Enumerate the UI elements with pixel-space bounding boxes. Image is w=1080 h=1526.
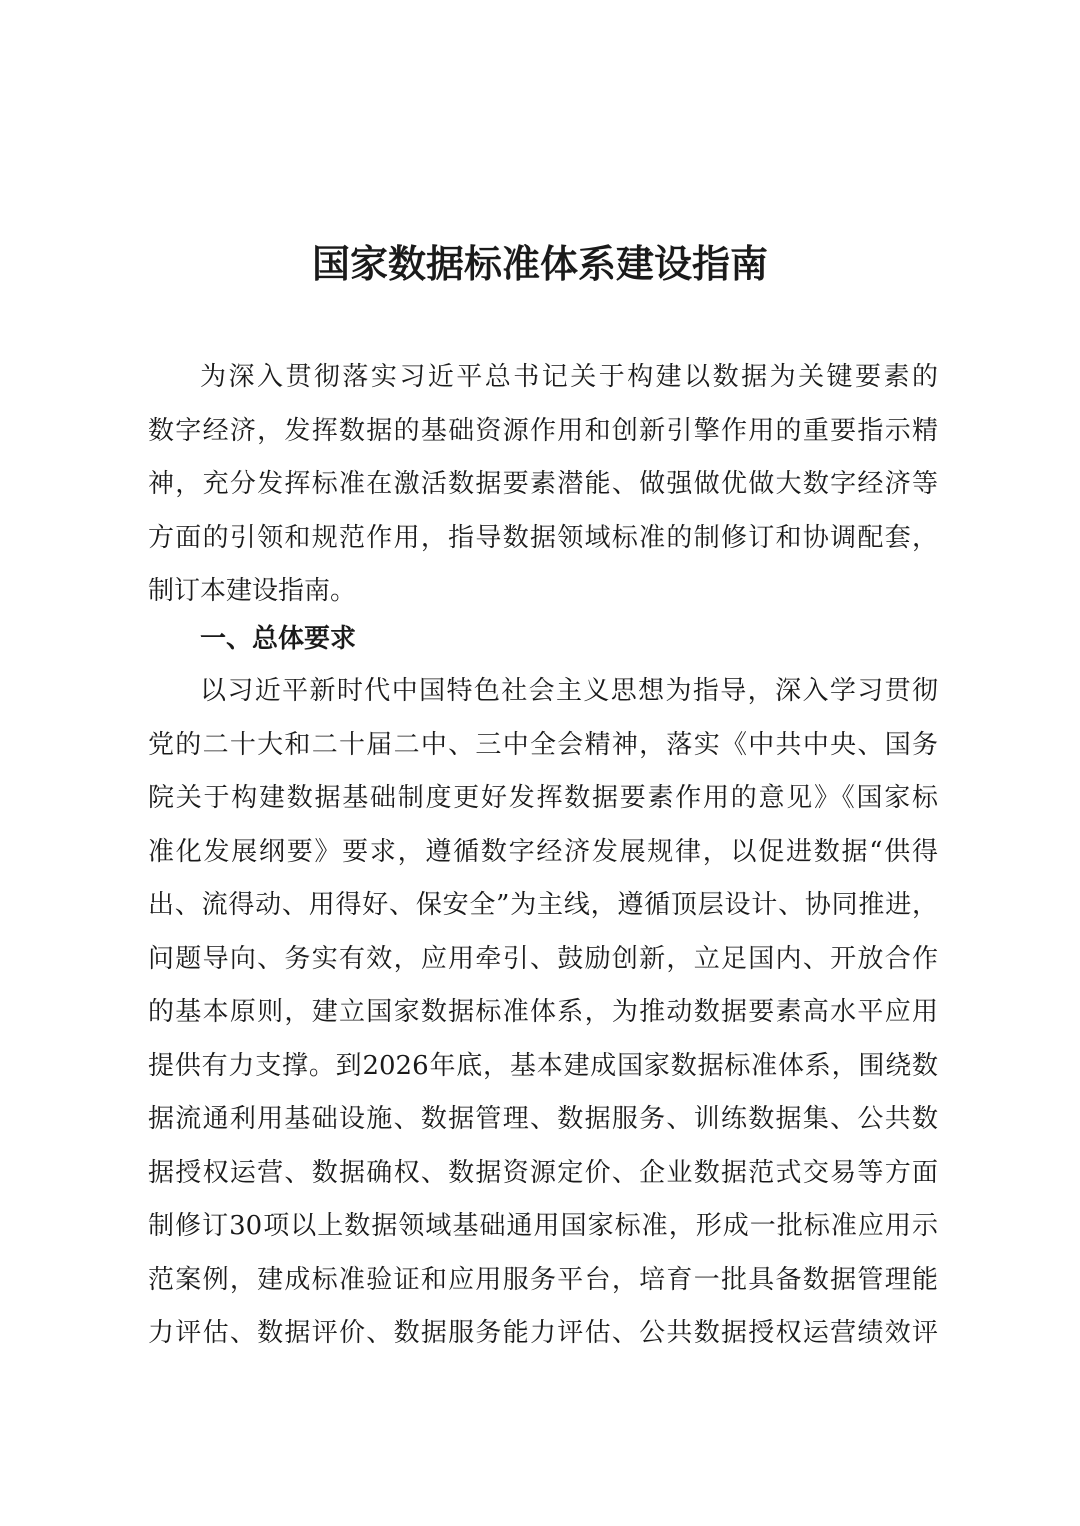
- paragraph-line: 院关于构建数据基础制度更好发挥数据要素作用的意见》《国家标: [148, 783, 938, 813]
- paragraph-line: 范案例，建成标准验证和应用服务平台，培育一批具备数据管理能: [148, 1264, 938, 1295]
- paragraph-line: 神，充分发挥标准在激活数据要素潜能、做强做优做大数字经济等: [148, 469, 938, 499]
- paragraph-line: 以习近平新时代中国特色社会主义思想为指导，深入学习贯彻: [200, 676, 938, 706]
- paragraph-line: 数字经济，发挥数据的基础资源作用和创新引擎作用的重要指示精: [148, 415, 938, 446]
- paragraph-line: 据流通利用基础设施、数据管理、数据服务、训练数据集、公共数: [148, 1104, 938, 1134]
- paragraph-line: 为深入贯彻落实习近平总书记关于构建以数据为关键要素的: [200, 362, 938, 392]
- paragraph-line: 据授权运营、数据确权、数据资源定价、企业数据范式交易等方面: [148, 1157, 938, 1188]
- paragraph-line: 制修订30项以上数据领域基础通用国家标准，形成一批标准应用示: [148, 1211, 938, 1241]
- section-heading: 一、总体要求: [200, 624, 357, 654]
- paragraph-line: 党的二十大和二十届二中、三中全会精神，落实《中共中央、国务: [148, 729, 938, 760]
- paragraph-line: 提供有力支撑。到2026年底，基本建成国家数据标准体系，围绕数: [148, 1050, 938, 1081]
- paragraph-line: 准化发展纲要》要求，遵循数字经济发展规律，以促进数据“供得: [148, 836, 938, 867]
- paragraph-line: 的基本原则，建立国家数据标准体系，为推动数据要素高水平应用: [148, 997, 938, 1027]
- paragraph-line: 制订本建设指南。: [148, 576, 357, 606]
- paragraph-line: 出、流得动、用得好、保安全”为主线，遵循顶层设计、协同推进，: [148, 890, 938, 920]
- paragraph-line: 问题导向、务实有效，应用牵引、鼓励创新，立足国内、开放合作: [148, 943, 938, 974]
- section-1-paragraph: [148, 665, 938, 1361]
- paragraph-line: 方面的引领和规范作用，指导数据领域标准的制修订和协调配套，: [148, 522, 938, 553]
- document-title: 国家数据标准体系建设指南: [311, 241, 768, 286]
- paragraph-line: 力评估、数据评价、数据服务能力评估、公共数据授权运营绩效评: [148, 1318, 938, 1348]
- intro-paragraph: [148, 351, 938, 619]
